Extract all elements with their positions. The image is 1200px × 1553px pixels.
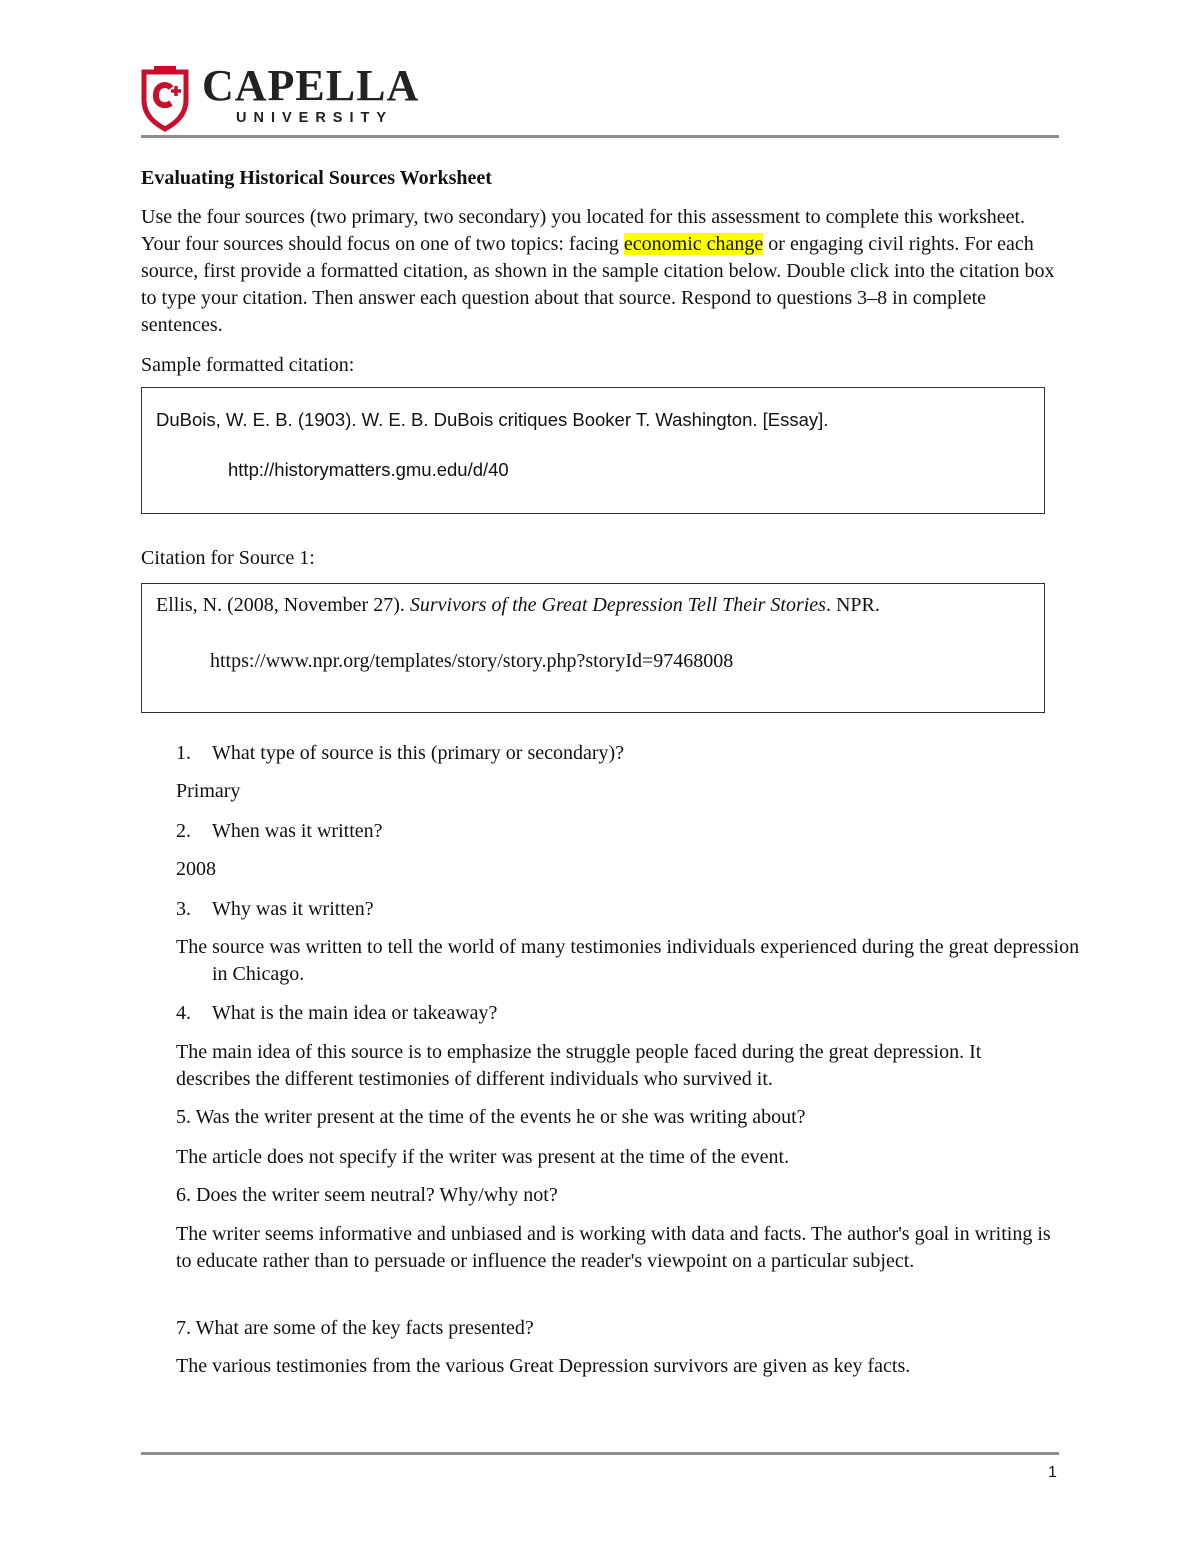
capella-logo — [140, 61, 440, 132]
footer-divider — [141, 1452, 1059, 1455]
sample-citation-label: Sample formatted citation: — [141, 354, 355, 376]
citation-publisher: . NPR. — [825, 594, 880, 616]
source1-citation-label: Citation for Source 1: — [141, 547, 315, 569]
page-number: 1 — [1048, 1464, 1057, 1481]
question-text: What type of source is this (primary or secondary)? — [212, 742, 625, 764]
highlighted-text: economic change — [623, 233, 764, 255]
sample-citation-text: DuBois, W. E. B. (1903). W. E. B. DuBois critiques Booker T. Washington. [Essay]. — [156, 409, 829, 430]
question-number: 2. — [176, 820, 191, 842]
question-number: 3. — [176, 898, 191, 920]
intro-text-end: or engaging civil rights. For each source, first provide a formatted citation, as shown in the sample citation below. Double click into the citation box to type your citation. Then answer each question about that source. Respond to questions 3–8 in complete sentences. — [141, 233, 1055, 336]
answer-7: The various testimonies from the various Great Depression survivors are given as key facts. — [176, 1355, 911, 1377]
header-divider — [141, 135, 1059, 138]
question-text: What is the main idea or takeaway? — [212, 1002, 498, 1024]
question-5: 5. Was the writer present at the time of the events he or she was writing about? — [176, 1106, 806, 1128]
page-title: Evaluating Historical Sources Worksheet — [141, 167, 492, 189]
answer-4: The main idea of this source is to emphasize the struggle people faced during the great depression. It describes the different testimonies of different individuals who survived it. — [176, 1041, 982, 1090]
question-number: 4. — [176, 1002, 191, 1024]
answer-5: The article does not specify if the writer was present at the time of the event. — [176, 1146, 790, 1168]
question-2 — [176, 820, 383, 843]
intro-text-start: Use the four sources (two primary, two secondary) you located for this assessment to complete this worksheet. Your four sources should focus on one of two topics: facing — [141, 206, 1026, 255]
question-4 — [176, 1002, 497, 1025]
answer-1: Primary — [176, 780, 241, 802]
logo-name: CAPELLA — [202, 61, 420, 110]
sample-citation-url: http://historymatters.gmu.edu/d/40 — [228, 459, 509, 480]
citation-author-date: Ellis, N. (2008, November 27). — [156, 594, 410, 616]
question-7: 7. What are some of the key facts presented? — [176, 1317, 534, 1339]
logo-subtitle: UNIVERSITY — [236, 110, 394, 126]
question-6: 6. Does the writer seem neutral? Why/why not? — [176, 1184, 558, 1206]
answer-3: The source was written to tell the world of many testimonies individuals experienced during the great depression in Chicago. — [176, 936, 1080, 985]
question-3 — [176, 898, 374, 921]
source1-citation-text — [156, 594, 880, 617]
question-text: When was it written? — [212, 820, 383, 842]
shield-icon — [140, 66, 190, 132]
question-1 — [176, 742, 624, 765]
source1-citation-url: https://www.npr.org/templates/story/story.php?storyId=97468008 — [210, 650, 734, 672]
citation-title: Survivors of the Great Depression Tell Their Stories — [409, 594, 826, 616]
source1-citation-box[interactable] — [141, 583, 1045, 713]
sample-citation-box[interactable] — [141, 387, 1045, 514]
question-number: 1. — [176, 742, 191, 764]
answer-6: The writer seems informative and unbiased and is working with data and facts. The author's goal in writing is to educate rather than to persuade or influence the reader's viewpoint on a particular subject. — [176, 1223, 1051, 1272]
intro-paragraph — [141, 204, 1061, 339]
answer-2: 2008 — [176, 858, 216, 880]
question-text: Why was it written? — [212, 898, 374, 920]
